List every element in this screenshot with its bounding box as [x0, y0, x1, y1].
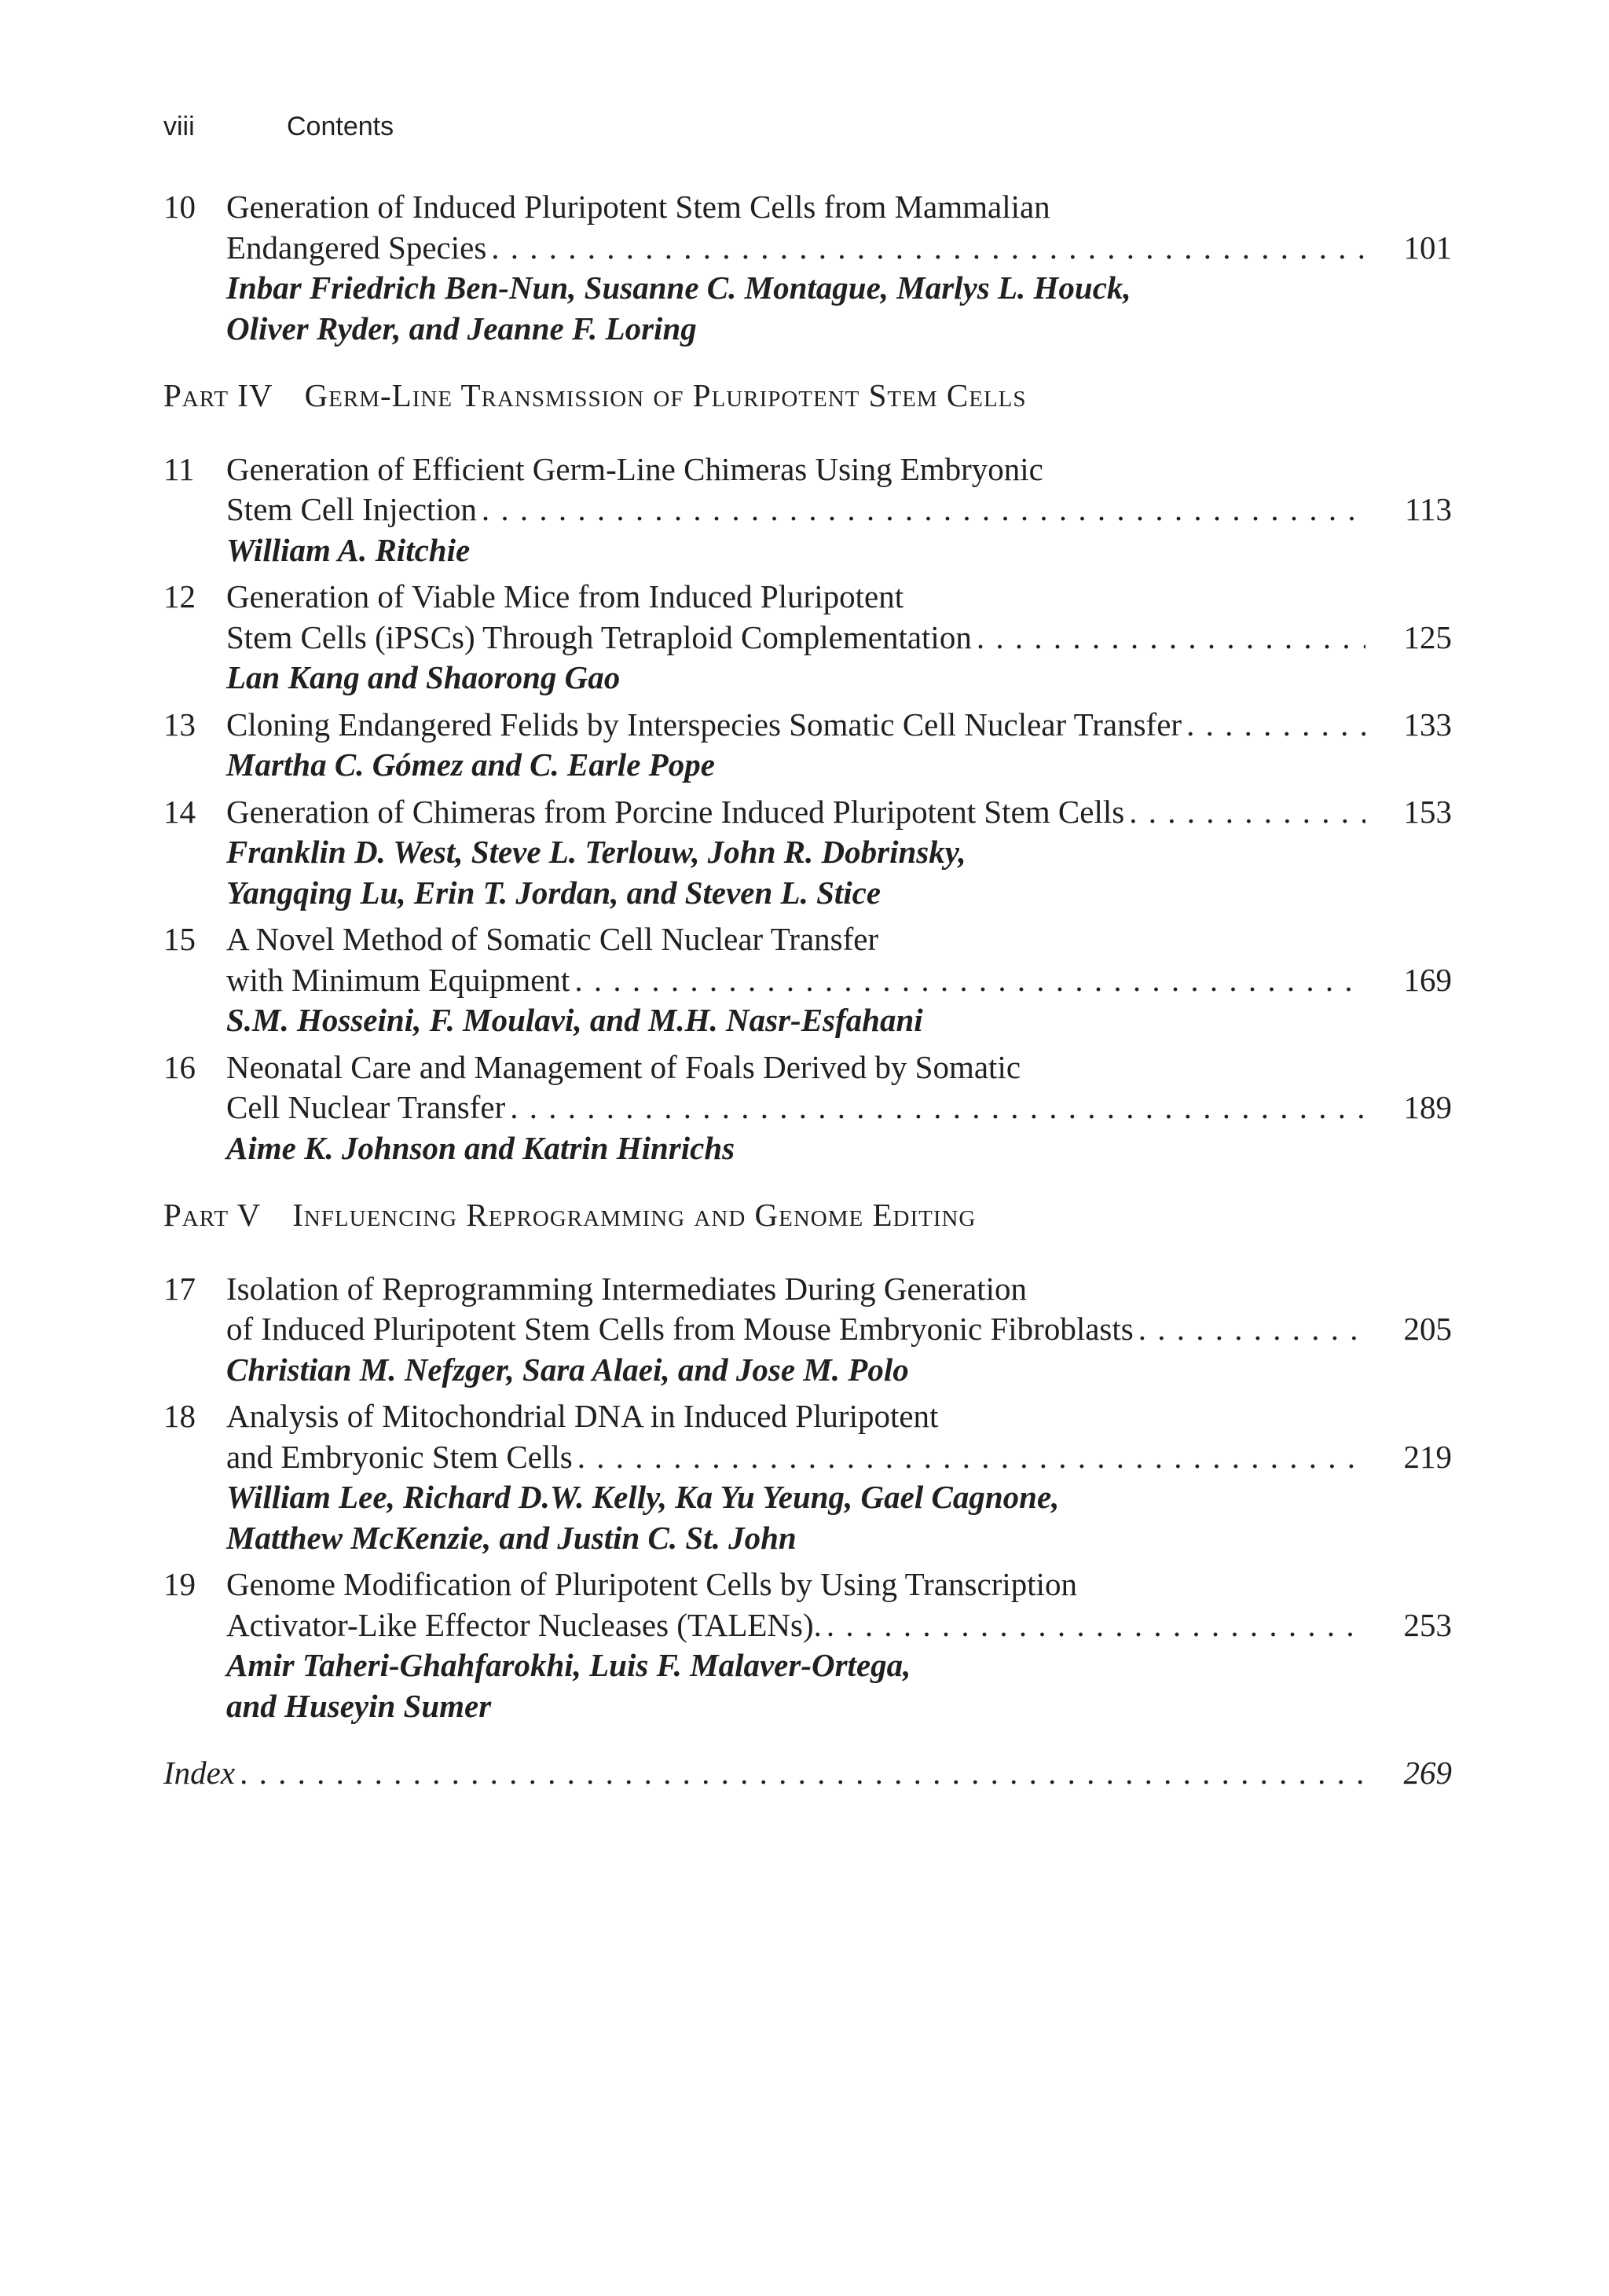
running-head-title: Contents [287, 112, 394, 141]
chapter-number: 11 [163, 450, 195, 487]
dot-leader [482, 490, 1365, 530]
chapter-authors: Franklin D. West, Steve L. Terlouw, John R. Dobrinsky, [226, 834, 966, 870]
chapter-title-text: Activator-Like Effector Nucleases (TALENs). [226, 1606, 822, 1643]
chapter-authors: William Lee, Richard D.W. Kelly, Ka Yu Yeung, Gael Cagnone, [226, 1479, 1060, 1515]
chapter-authors: Matthew McKenzie, and Justin C. St. John [226, 1519, 797, 1556]
chapter-authors: William A. Ritchie [226, 531, 471, 568]
toc-entry[interactable] [163, 1396, 1452, 1558]
chapter-title-text: Stem Cells (iPSCs) Through Tetraploid Complementation [226, 618, 972, 655]
chapter-title-text: Endangered Species [226, 229, 487, 266]
chapter-title-line: Generation of Induced Pluripotent Stem Cells from Mammalian [226, 189, 1050, 225]
part-heading [163, 376, 1452, 416]
dot-leader [1186, 705, 1365, 746]
part-heading [163, 1195, 1452, 1236]
chapter-title-line: Analysis of Mitochondrial DNA in Induced Pluripotent [226, 1398, 939, 1434]
chapter-number: 14 [163, 793, 196, 830]
toc-entry[interactable] [163, 792, 1452, 914]
chapter-title-last-line [226, 490, 1452, 530]
chapter-number: 16 [163, 1048, 196, 1085]
chapter-number: 15 [163, 921, 196, 957]
dot-leader [574, 960, 1365, 1001]
chapter-title-last-line [226, 228, 1452, 269]
chapter-authors: Oliver Ryder, and Jeanne F. Loring [226, 310, 697, 347]
chapter-title-last-line [226, 792, 1452, 833]
dot-leader [491, 228, 1365, 269]
page-number: 205 [1403, 1311, 1452, 1347]
chapter-title-line: Generation of Viable Mice from Induced Pluripotent [226, 578, 904, 614]
page-number: 125 [1403, 618, 1452, 655]
page-number: 169 [1403, 961, 1452, 998]
page-number: 101 [1403, 229, 1452, 266]
chapter-title-last-line [226, 1605, 1452, 1646]
chapter-title-text: Stem Cell Injection [226, 491, 477, 527]
toc-entry[interactable] [163, 705, 1452, 786]
chapter-title-last-line [226, 1087, 1452, 1128]
chapter-authors: Martha C. Gómez and C. Earle Pope [226, 746, 715, 783]
chapter-title-line: Isolation of Reprogramming Intermediates During Generation [226, 1270, 1028, 1307]
dot-leader [977, 618, 1365, 658]
part-label: Part IV [163, 377, 273, 413]
part-title: Germ-Line Transmission of Pluripotent Stem Cells [304, 377, 1027, 413]
dot-leader [826, 1605, 1365, 1646]
chapter-title-text: with Minimum Equipment [226, 961, 570, 998]
page-number: 253 [1403, 1606, 1452, 1643]
chapter-title-line: A Novel Method of Somatic Cell Nuclear Transfer [226, 921, 879, 957]
dot-leader [1138, 1309, 1365, 1350]
chapter-title-last-line [226, 1309, 1452, 1350]
page-number: 133 [1403, 706, 1452, 743]
table-of-contents [163, 187, 1452, 1794]
chapter-title-text: Cloning Endangered Felids by Interspecies Somatic Cell Nuclear Transfer [226, 706, 1182, 743]
chapter-number: 17 [163, 1270, 196, 1307]
toc-entry[interactable] [163, 1047, 1452, 1169]
index-page-number: 269 [1403, 1755, 1452, 1791]
index-label: Index [163, 1755, 236, 1791]
chapter-title-last-line [226, 1437, 1452, 1478]
index-entry[interactable] [163, 1753, 1452, 1794]
toc-entry[interactable] [163, 187, 1452, 349]
chapter-title-text: of Induced Pluripotent Stem Cells from Mouse Embryonic Fibroblasts [226, 1311, 1134, 1347]
chapter-number: 18 [163, 1398, 196, 1434]
dot-leader [510, 1087, 1365, 1128]
toc-entry[interactable] [163, 1564, 1452, 1726]
chapter-authors: Inbar Friedrich Ben-Nun, Susanne C. Montague, Marlys L. Houck, [226, 270, 1131, 306]
page-number: 113 [1405, 491, 1452, 527]
chapter-title-last-line [226, 618, 1452, 658]
chapter-title-text: and Embryonic Stem Cells [226, 1438, 573, 1475]
chapter-authors: S.M. Hosseini, F. Moulavi, and M.H. Nasr-Esfahani [226, 1002, 923, 1038]
chapter-authors: Amir Taheri-Ghahfarokhi, Luis F. Malaver-Ortega, [226, 1647, 911, 1683]
dot-leader [240, 1753, 1365, 1794]
page-number: 189 [1403, 1089, 1452, 1125]
page-folio: viii [163, 112, 195, 141]
chapter-number: 10 [163, 189, 196, 225]
chapter-title-text: Cell Nuclear Transfer [226, 1089, 506, 1125]
chapter-authors: Yangqing Lu, Erin T. Jordan, and Steven L. Stice [226, 874, 881, 911]
page-number: 153 [1403, 793, 1452, 830]
chapter-title-text: Generation of Chimeras from Porcine Induced Pluripotent Stem Cells [226, 793, 1125, 830]
chapter-title-line: Genome Modification of Pluripotent Cells by Using Transcription [226, 1566, 1078, 1602]
chapter-number: 12 [163, 578, 196, 614]
toc-entry[interactable] [163, 919, 1452, 1041]
toc-entry[interactable] [163, 1269, 1452, 1391]
chapter-title-last-line [226, 705, 1452, 746]
chapter-number: 19 [163, 1566, 196, 1602]
chapter-authors: Aime K. Johnson and Katrin Hinrichs [226, 1129, 735, 1166]
toc-entry[interactable] [163, 577, 1452, 699]
chapter-authors: and Huseyin Sumer [226, 1687, 492, 1724]
toc-entry[interactable] [163, 449, 1452, 571]
chapter-number: 13 [163, 706, 196, 743]
chapter-authors: Lan Kang and Shaorong Gao [226, 659, 621, 695]
chapter-title-last-line [226, 960, 1452, 1001]
dot-leader [1129, 792, 1365, 833]
part-label: Part V [163, 1197, 262, 1233]
page-number: 219 [1403, 1438, 1452, 1475]
chapter-title-line: Generation of Efficient Germ-Line Chimeras Using Embryonic [226, 450, 1043, 487]
chapter-authors: Christian M. Nefzger, Sara Alaei, and Jose M. Polo [226, 1351, 909, 1388]
part-title: Influencing Reprogramming and Genome Editing [292, 1197, 977, 1233]
chapter-title-line: Neonatal Care and Management of Foals Derived by Somatic [226, 1048, 1021, 1085]
dot-leader [577, 1437, 1365, 1478]
